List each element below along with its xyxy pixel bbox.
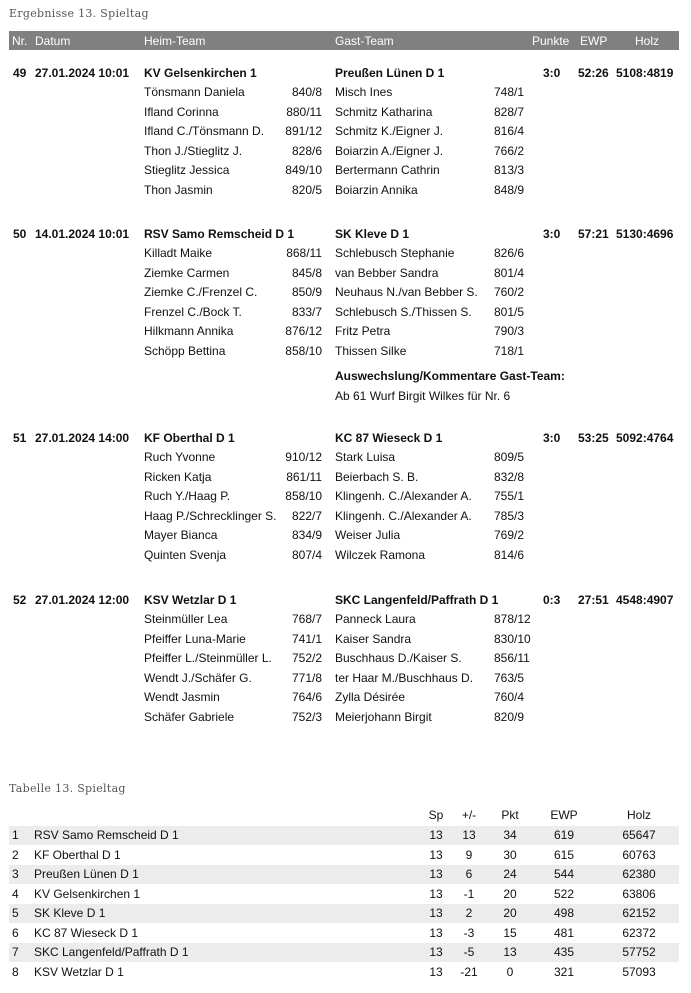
guest-player-score: 820/9 xyxy=(494,709,525,724)
table-cell-sp: 13 xyxy=(429,867,443,881)
guest-player-name: van Bebber Sandra xyxy=(335,265,439,280)
table-cell-pkt: 0 xyxy=(506,964,514,979)
table-cell-sp: 13 xyxy=(429,964,443,979)
home-player-name: Killadt Maike xyxy=(144,246,213,260)
guest-player-score: 816/4 xyxy=(494,124,525,138)
guest-player-score: 763/5 xyxy=(494,670,525,685)
table-cell-pkt: 15 xyxy=(503,925,517,940)
table-cell-sp: 13 xyxy=(429,886,443,901)
home-player-name: Haag P./Schrecklinger S. xyxy=(144,508,277,523)
match-punkte: 3:0 xyxy=(543,431,561,445)
match-holz: 4548:4907 xyxy=(616,593,674,607)
guest-player-name: Klingenh. C./Alexander A. xyxy=(335,489,472,503)
table-row xyxy=(9,846,679,865)
table-cell-team: Preußen Lünen D 1 xyxy=(34,867,139,881)
table-header-sp: Sp xyxy=(428,808,444,822)
home-player-name: Pfeiffer Luna-Marie xyxy=(144,631,246,646)
header-punkte: Punkte xyxy=(532,34,570,48)
table-header-holz: Holz xyxy=(626,808,651,822)
guest-player-score: 813/3 xyxy=(494,163,525,177)
results-title: Ergebnisse 13. Spieltag xyxy=(9,7,149,20)
home-player-score: 807/4 xyxy=(291,547,322,562)
header-nr: Nr. xyxy=(12,34,28,48)
table-row xyxy=(9,924,679,943)
match-home-team: KSV Wetzlar D 1 xyxy=(144,593,237,607)
guest-player-score: 809/5 xyxy=(494,450,525,464)
match-punkte: 3:0 xyxy=(543,66,561,80)
home-player-score: 858/10 xyxy=(285,343,322,358)
table-cell-sp: 13 xyxy=(429,925,443,940)
guest-player-name: Buschhaus D./Kaiser S. xyxy=(335,651,462,665)
guest-player-name: Schmitz Katharina xyxy=(335,104,433,119)
header-datum: Datum xyxy=(35,34,71,48)
match-ewp: 53:25 xyxy=(578,431,609,445)
home-player-name: Frenzel C./Bock T. xyxy=(144,304,242,319)
home-player-score: 868/11 xyxy=(286,246,322,260)
table-cell-holz: 62152 xyxy=(622,906,656,920)
table-cell-diff: -3 xyxy=(463,925,475,940)
guest-player-name: Kaiser Sandra xyxy=(335,631,412,646)
guest-player-name: Schmitz K./Eigner J. xyxy=(335,124,444,138)
home-player-score: 850/9 xyxy=(291,285,322,299)
home-player-score: 768/7 xyxy=(291,612,322,626)
table-cell-holz: 65647 xyxy=(622,828,656,842)
home-player-score: 910/12 xyxy=(285,450,322,464)
table-cell-diff: -1 xyxy=(463,886,475,901)
table-cell-ewp: 435 xyxy=(553,945,575,959)
table-row xyxy=(9,865,679,884)
home-player-name: Stieglitz Jessica xyxy=(144,163,230,177)
table-header-pkt: Pkt xyxy=(501,808,519,822)
guest-player-score: 826/6 xyxy=(494,246,525,260)
guest-player-name: Weiser Julia xyxy=(335,528,401,542)
table-cell-team: KSV Wetzlar D 1 xyxy=(34,964,124,979)
home-player-name: Wendt Jasmin xyxy=(144,690,220,704)
home-player-name: Schöpp Bettina xyxy=(144,343,226,358)
match-datum: 27.01.2024 12:00 xyxy=(35,593,130,607)
table-header xyxy=(9,806,679,825)
guest-player-score: 832/8 xyxy=(494,469,525,484)
match-datum: 27.01.2024 14:00 xyxy=(35,431,130,445)
table-cell-pkt: 30 xyxy=(503,847,517,862)
match-punkte: 0:3 xyxy=(543,593,561,607)
table-row xyxy=(9,885,679,904)
guest-player-score: 878/12 xyxy=(494,612,531,626)
table-cell-team: KF Oberthal D 1 xyxy=(34,847,121,862)
guest-player-name: Wilczek Ramona xyxy=(335,547,426,562)
guest-player-score: 790/3 xyxy=(494,324,525,338)
table-cell-rank: 5 xyxy=(12,906,19,920)
home-player-score: 764/6 xyxy=(291,690,322,704)
guest-player-score: 748/1 xyxy=(494,85,525,99)
home-player-name: Quinten Svenja xyxy=(144,547,227,562)
table-cell-holz: 57093 xyxy=(622,964,656,979)
table-row xyxy=(9,826,679,845)
home-player-score: 833/7 xyxy=(291,304,322,319)
table-cell-sp: 13 xyxy=(429,945,443,959)
table-cell-team: RSV Samo Remscheid D 1 xyxy=(34,828,179,842)
header-ewp: EWP xyxy=(580,34,608,48)
match-guest-team: Preußen Lünen D 1 xyxy=(335,66,445,80)
table-header-diff: +/- xyxy=(461,808,477,822)
match-ewp: 52:26 xyxy=(578,66,609,80)
guest-player-name: Schlebusch Stephanie xyxy=(335,246,455,260)
match-nr: 50 xyxy=(13,227,27,241)
table-cell-rank: 4 xyxy=(12,886,19,901)
guest-player-score: 801/5 xyxy=(494,304,525,319)
home-player-score: 752/3 xyxy=(291,709,322,724)
match-nr: 51 xyxy=(13,431,27,445)
match-holz: 5108:4819 xyxy=(616,66,674,80)
guest-player-score: 848/9 xyxy=(494,182,525,197)
match-holz: 5130:4696 xyxy=(616,227,674,241)
home-player-name: Ifland C./Tönsmann D. xyxy=(144,124,265,138)
home-player-score: 849/10 xyxy=(285,163,322,177)
table-cell-diff: 13 xyxy=(462,828,476,842)
table-cell-diff: -5 xyxy=(463,945,475,959)
guest-player-score: 766/2 xyxy=(494,143,525,158)
match-guest-team: SK Kleve D 1 xyxy=(335,227,410,241)
home-player-score: 845/8 xyxy=(291,265,322,280)
guest-player-name: Fritz Petra xyxy=(335,324,391,338)
table-cell-ewp: 481 xyxy=(553,925,575,940)
table-cell-diff: 9 xyxy=(465,847,473,862)
guest-player-score: 828/7 xyxy=(494,104,525,119)
home-player-score: 771/8 xyxy=(291,670,322,685)
table-cell-sp: 13 xyxy=(429,906,443,920)
match-punkte: 3:0 xyxy=(543,227,561,241)
home-player-score: 834/9 xyxy=(291,528,322,542)
home-player-name: Ricken Katja xyxy=(144,469,212,484)
table-cell-pkt: 24 xyxy=(503,867,517,881)
table-cell-ewp: 498 xyxy=(553,906,575,920)
guest-player-score: 755/1 xyxy=(494,489,525,503)
table-cell-pkt: 13 xyxy=(503,945,517,959)
home-player-score: 891/12 xyxy=(285,124,322,138)
table-cell-holz: 60763 xyxy=(622,847,656,862)
home-player-score: 861/11 xyxy=(286,469,322,484)
home-player-score: 752/2 xyxy=(291,651,322,665)
header-gast: Gast-Team xyxy=(335,34,394,48)
home-player-score: 828/6 xyxy=(291,143,322,158)
match-home-team: KV Gelsenkirchen 1 xyxy=(144,66,257,80)
match-datum: 14.01.2024 10:01 xyxy=(35,227,130,241)
home-player-score: 741/1 xyxy=(291,631,322,646)
home-player-name: Wendt J./Schäfer G. xyxy=(144,670,252,685)
home-player-name: Ziemke C./Frenzel C. xyxy=(144,285,258,299)
match-home-team: RSV Samo Remscheid D 1 xyxy=(144,227,295,241)
home-player-name: Ruch Y./Haag P. xyxy=(144,489,231,503)
table-row xyxy=(9,963,679,982)
guest-player-name: Bertermann Cathrin xyxy=(335,163,440,177)
match-guest-team: SKC Langenfeld/Paffrath D 1 xyxy=(335,593,499,607)
guest-comment-text: Ab 61 Wurf Birgit Wilkes für Nr. 6 xyxy=(335,389,511,403)
guest-comment-title: Auswechslung/Kommentare Gast-Team: xyxy=(335,369,565,383)
guest-player-score: 760/4 xyxy=(494,690,525,704)
table-row xyxy=(9,904,679,923)
guest-player-name: Misch Ines xyxy=(335,85,393,99)
table-row xyxy=(9,943,679,962)
table-header-ewp: EWP xyxy=(550,808,578,822)
table-cell-rank: 8 xyxy=(12,964,19,979)
table-cell-pkt: 20 xyxy=(503,886,517,901)
table-cell-diff: 2 xyxy=(465,906,473,920)
guest-player-score: 785/3 xyxy=(494,508,525,523)
guest-player-score: 769/2 xyxy=(494,528,525,542)
table-cell-ewp: 522 xyxy=(553,886,575,901)
home-player-name: Ifland Corinna xyxy=(144,104,219,119)
table-cell-team: SK Kleve D 1 xyxy=(34,906,106,920)
table-cell-team: SKC Langenfeld/Paffrath D 1 xyxy=(34,945,189,959)
results-header xyxy=(9,31,679,50)
match-guest-team: KC 87 Wieseck D 1 xyxy=(335,431,443,445)
home-player-name: Ziemke Carmen xyxy=(144,265,230,280)
guest-player-name: Beierbach S. B. xyxy=(335,469,419,484)
guest-player-name: Boiarzin Annika xyxy=(335,182,418,197)
table-cell-holz: 57752 xyxy=(622,945,656,959)
table-cell-ewp: 544 xyxy=(553,867,575,881)
guest-player-name: Thissen Silke xyxy=(335,343,407,358)
table-cell-team: KC 87 Wieseck D 1 xyxy=(34,925,139,940)
table-cell-pkt: 34 xyxy=(503,828,517,842)
home-player-score: 822/7 xyxy=(291,508,322,523)
home-player-name: Mayer Bianca xyxy=(144,528,218,542)
home-player-name: Schäfer Gabriele xyxy=(144,709,235,724)
guest-player-score: 856/11 xyxy=(494,651,530,665)
table-cell-diff: 6 xyxy=(465,867,473,881)
table-cell-rank: 1 xyxy=(12,828,19,842)
table-cell-holz: 62380 xyxy=(622,867,656,881)
match-nr: 52 xyxy=(13,593,27,607)
guest-player-score: 760/2 xyxy=(494,285,525,299)
table-cell-rank: 6 xyxy=(12,925,19,940)
guest-player-name: Stark Luisa xyxy=(335,450,396,464)
table-cell-pkt: 20 xyxy=(503,906,517,920)
home-player-score: 840/8 xyxy=(291,85,322,99)
match-holz: 5092:4764 xyxy=(616,431,674,445)
table-cell-team: KV Gelsenkirchen 1 xyxy=(34,886,141,901)
table-cell-ewp: 615 xyxy=(553,847,575,862)
guest-player-name: Zylla Désirée xyxy=(335,690,406,704)
table-title: Tabelle 13. Spieltag xyxy=(9,782,126,795)
header-heim: Heim-Team xyxy=(144,34,206,48)
home-player-score: 880/11 xyxy=(286,104,322,119)
home-player-name: Steinmüller Lea xyxy=(144,612,228,626)
guest-player-name: Schlebusch S./Thissen S. xyxy=(335,304,472,319)
table-cell-diff: -21 xyxy=(460,964,478,979)
table-cell-sp: 13 xyxy=(429,847,443,862)
home-player-score: 858/10 xyxy=(285,489,322,503)
home-player-score: 820/5 xyxy=(291,182,322,197)
table-cell-sp: 13 xyxy=(429,828,443,842)
guest-player-name: ter Haar M./Buschhaus D. xyxy=(335,670,474,685)
guest-player-name: Meierjohann Birgit xyxy=(335,709,432,724)
table-cell-rank: 7 xyxy=(12,945,19,959)
guest-player-score: 718/1 xyxy=(494,343,525,358)
table-cell-ewp: 619 xyxy=(553,828,575,842)
table-cell-rank: 3 xyxy=(12,867,19,881)
match-nr: 49 xyxy=(13,66,27,80)
table-cell-ewp: 321 xyxy=(553,964,575,979)
home-player-name: Ruch Yvonne xyxy=(144,450,216,464)
guest-player-name: Klingenh. C./Alexander A. xyxy=(335,508,472,523)
guest-player-score: 801/4 xyxy=(494,265,525,280)
home-player-name: Tönsmann Daniela xyxy=(144,85,245,99)
home-player-name: Thon Jasmin xyxy=(144,182,213,197)
guest-player-name: Neuhaus N./van Bebber S. xyxy=(335,285,478,299)
match-ewp: 57:21 xyxy=(578,227,609,241)
table-cell-rank: 2 xyxy=(12,847,19,862)
guest-player-name: Panneck Laura xyxy=(335,612,416,626)
home-player-score: 876/12 xyxy=(285,324,322,338)
table-cell-holz: 63806 xyxy=(622,886,656,901)
guest-player-score: 814/6 xyxy=(494,547,525,562)
match-datum: 27.01.2024 10:01 xyxy=(35,66,130,80)
home-player-name: Pfeiffer L./Steinmüller L. xyxy=(144,651,272,665)
home-player-name: Hilkmann Annika xyxy=(144,324,234,338)
guest-player-score: 830/10 xyxy=(494,631,531,646)
match-ewp: 27:51 xyxy=(578,593,609,607)
table-cell-holz: 62372 xyxy=(622,925,656,940)
header-holz: Holz xyxy=(635,34,660,48)
match-home-team: KF Oberthal D 1 xyxy=(144,431,235,445)
guest-player-name: Boiarzin A./Eigner J. xyxy=(335,143,444,158)
home-player-name: Thon J./Stieglitz J. xyxy=(144,143,243,158)
